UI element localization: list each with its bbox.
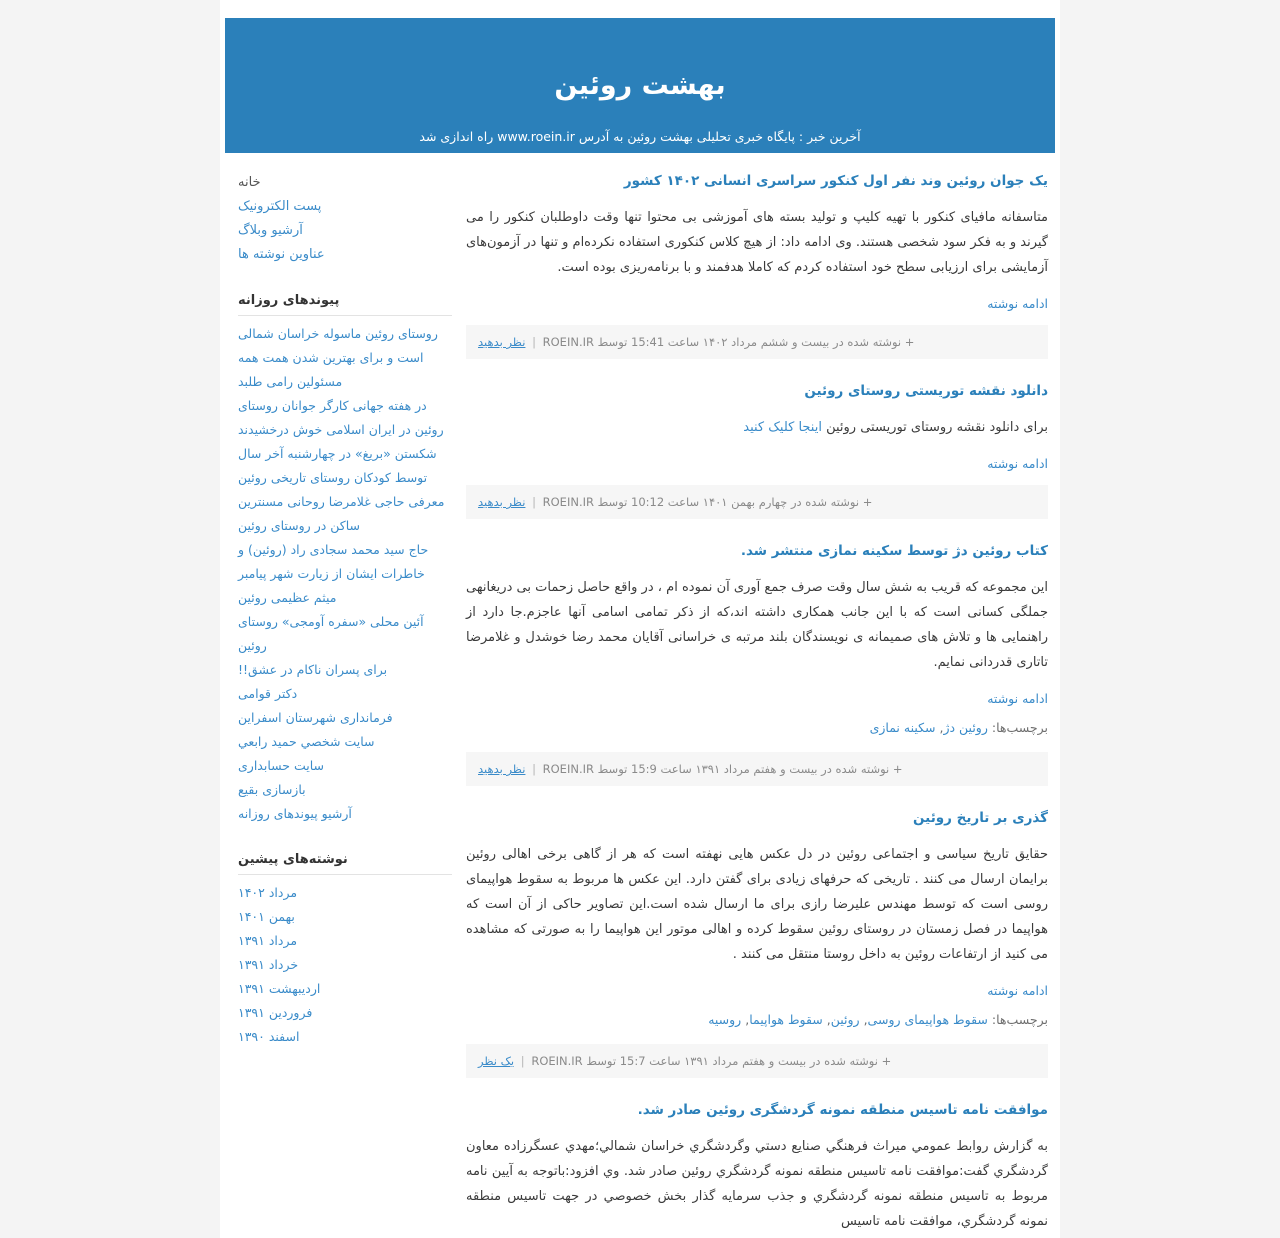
sidebar-nav-item bbox=[238, 243, 452, 267]
daily-link-item-link[interactable]: آئین محلی «سفره آومجی» روستای روئین bbox=[238, 614, 424, 653]
post-entry bbox=[466, 381, 1048, 519]
archive-link-item-link[interactable]: مرداد ۱۳۹۱ bbox=[238, 933, 298, 948]
daily-link-item bbox=[238, 706, 452, 730]
post-title bbox=[466, 1100, 1048, 1120]
daily-link-item-link[interactable]: در هفته جهانی کارگر جوانان روستای روئین در ایران اسلامی خوش درخشیدند bbox=[238, 398, 444, 437]
site-tagline: آخرین خبر : پایگاه خبری تحلیلی بهشت روئین به آدرس www.roein.ir راه اندازی شد bbox=[419, 129, 861, 144]
sidebar-nav-item bbox=[238, 171, 452, 195]
widget-daily-links bbox=[238, 293, 452, 826]
daily-link-item-link[interactable]: آرشیو پیوندهای روزانه bbox=[238, 806, 352, 821]
archive-link-item-link[interactable]: اسفند ۱۳۹۰ bbox=[238, 1029, 300, 1044]
post-read-more-link[interactable]: ادامه نوشته bbox=[987, 456, 1048, 471]
post-body: این مجموعه که قریب به شش سال وقت صرف جمع آوری آن نموده ام ، در واقع حاصل زحمات بی دریغانهی جملگی کسانی است که با این جانب همکاری داشته اند،که از ذکر تمامی اسامی آنها عاجزم.جا دارد از راهنمایی ها و تلاش های صمیمانه ی نویسندگان بلند مرتبه ی خراسانی آقایان محمد رضا خوشدل و غلامرضا تاتاری قدردانی نمایم. bbox=[466, 580, 1048, 670]
post-title bbox=[466, 171, 1048, 191]
post-body: متاسفانه مافیای کنکور با تهیه کلیپ و تولید بسته های آموزشی بی محتوا تنها وقت داوطلبان کنکور را می گیرند و به فکر سود شخصی هستند. وی ادامه داد: از هیچ کلاس کنکوری استفاده نکرده‌ام و تنها در آزمون‌های آزمایشی برای ارزیابی سطح خود استفاده کردم که کاملا هدفمند و با برنامه‌ریزی بوده است. bbox=[466, 210, 1048, 275]
post-tags-label: برچسب‌ها: bbox=[991, 1012, 1048, 1027]
archive-link-item-link[interactable]: بهمن ۱۴۰۱ bbox=[238, 909, 295, 924]
site-title: بهشت روئین bbox=[554, 70, 726, 101]
post-tags bbox=[466, 1010, 1048, 1030]
post-entry bbox=[466, 1100, 1048, 1234]
post-comments-link[interactable]: نظر بدهید bbox=[478, 495, 526, 509]
daily-link-item-link[interactable]: روستای روئین ماسوله خراسان شمالی است و برای بهترین شدن همت همه مسئولین رامی طلبد bbox=[238, 326, 438, 389]
daily-link-item-link[interactable]: سایت حسابداری bbox=[238, 758, 325, 773]
widget-archives bbox=[238, 852, 452, 1049]
post-tag-link[interactable]: سقوط هواپیما bbox=[749, 1012, 823, 1027]
post-tag-link[interactable]: سقوط هواپیمای روسی bbox=[867, 1012, 988, 1027]
page-wrapper bbox=[220, 0, 1060, 1238]
post-meta bbox=[466, 1044, 1048, 1078]
post-comments-link[interactable]: نظر بدهید bbox=[478, 762, 526, 776]
post-comments-link[interactable]: نظر بدهید bbox=[478, 335, 526, 349]
site-header bbox=[225, 18, 1055, 153]
sidebar-nav-link[interactable]: عناوین نوشته ها bbox=[238, 247, 325, 262]
archive-link-item-link[interactable]: فروردین ۱۳۹۱ bbox=[238, 1005, 313, 1020]
post-body: حقایق تاریخ سیاسی و اجتماعی روئین در دل عکس هایی نهفته است که هر از گاهی برخی اهالی روئین برایمان ارسال می کنند . تاریخی که حرفهای زیادی برای گفتن دارد. این عکس ها مربوط به سقوط هواپیمای روسی است که توسط مهندس علیرضا رازی برای ما ارسال شده است.این تصاویر حاکی از آن است که هواپیما در فصل زمستان در روستای روئین سقوط کرده و اهالی موتور این هواپیما را به صورتی که مشاهده می کنید از ارتفاعات روئین به داخل روستا منتقل می کنند . bbox=[466, 847, 1048, 962]
tag-separator: , bbox=[822, 1012, 831, 1027]
post-meta-separator: | bbox=[532, 495, 536, 509]
daily-link-item bbox=[238, 586, 452, 610]
post-tags-list bbox=[708, 1012, 988, 1027]
post-title-link[interactable]: دانلود نقشه توریستی روستای روئین bbox=[804, 383, 1048, 399]
daily-link-item-link[interactable]: بازسازی بقیع bbox=[238, 782, 306, 797]
daily-link-item-link[interactable]: دکتر قوامی bbox=[238, 686, 298, 701]
widget-title-daily-links: پیوندهای روزانه bbox=[238, 293, 340, 308]
archive-link-item bbox=[238, 881, 452, 905]
post-meta-separator: | bbox=[532, 762, 536, 776]
archive-link-item-link[interactable]: خرداد ۱۳۹۱ bbox=[238, 957, 299, 972]
post-tag-link[interactable]: روئین دژ bbox=[943, 720, 988, 735]
post-meta-text: + نوشته شده در بیست و هفتم مرداد ۱۳۹۱ ساعت 15:7 توسط ROEIN.IR bbox=[531, 1054, 892, 1068]
daily-link-item bbox=[238, 778, 452, 802]
daily-link-item bbox=[238, 682, 452, 706]
archive-link-item bbox=[238, 905, 452, 929]
daily-link-item-link[interactable]: شکستن «بریغ» در چهارشنبه آخر سال توسط کودکان روستای تاریخی روئین bbox=[238, 446, 437, 485]
daily-link-item bbox=[238, 754, 452, 778]
download-map-link[interactable]: اینجا کلیک کنید bbox=[743, 420, 822, 435]
post-meta bbox=[466, 752, 1048, 786]
post-read-more-link[interactable]: ادامه نوشته bbox=[987, 983, 1048, 998]
post-comments-link[interactable]: یک نظر bbox=[478, 1054, 515, 1068]
post-meta-text: + نوشته شده در بیست و هفتم مرداد ۱۳۹۱ ساعت 15:9 توسط ROEIN.IR bbox=[542, 762, 903, 776]
daily-link-item-link[interactable]: میثم عظیمی روئین bbox=[238, 590, 337, 605]
daily-link-item bbox=[238, 538, 452, 586]
post-meta bbox=[466, 325, 1048, 359]
post-entry bbox=[466, 171, 1048, 359]
post-tag-link[interactable]: روسیه bbox=[708, 1012, 742, 1027]
post-body: به گزارش روابط عمومي ميراث فرهنگي صنايع دستي وگردشگري خراسان شمالي؛مهدي عسگرزاده معاون گردشگري گفت:موافقت نامه تاسیس منطقه نمونه گردشگري روئین صادر شد. وي افزود:باتوجه به آیین نامه مربوط به تاسیس منطقه نمونه گردشگري و جذب سرمایه گذار بخش خصوصي در جهت تاسیس منطقه نمونه گردشگري، موافقت نامه تاسیس bbox=[466, 1139, 1048, 1229]
post-meta bbox=[466, 485, 1048, 519]
daily-link-item bbox=[238, 730, 452, 754]
daily-link-item bbox=[238, 658, 452, 682]
daily-link-item-link[interactable]: معرفی حاجی غلامرضا روحانی مسنترین ساکن در روستای روئین bbox=[238, 494, 445, 533]
sidebar bbox=[234, 171, 466, 1049]
post-title-link[interactable]: کتاب روئین دژ توسط سکینه نمازی منتشر شد. bbox=[740, 543, 1048, 559]
post-meta-separator: | bbox=[532, 335, 536, 349]
sidebar-nav-link[interactable]: آرشیو وبلاگ bbox=[238, 223, 303, 238]
daily-link-item-link[interactable]: حاج سید محمد سجادی راد (روئین) و خاطرات ایشان از زیارت شهر پیامبر bbox=[238, 542, 429, 581]
daily-link-item bbox=[238, 322, 452, 394]
post-title bbox=[466, 541, 1048, 561]
daily-link-item-link[interactable]: سایت شخصي حمید رابعي bbox=[238, 734, 375, 749]
widget-divider bbox=[238, 315, 452, 316]
tag-separator: , bbox=[859, 1012, 868, 1027]
daily-link-item-link[interactable]: برای پسران ناکام در عشق!! bbox=[238, 662, 388, 677]
post-body bbox=[466, 415, 1048, 440]
sidebar-nav-item bbox=[238, 219, 452, 243]
sidebar-nav-link[interactable]: خانه bbox=[238, 175, 261, 190]
post-meta-separator: | bbox=[520, 1054, 525, 1068]
daily-link-item bbox=[238, 442, 452, 490]
daily-links-list bbox=[238, 322, 452, 826]
post-title-link[interactable]: گذری بر تاریخ روئین bbox=[913, 810, 1048, 826]
archive-link-item bbox=[238, 929, 452, 953]
daily-link-item bbox=[238, 394, 452, 442]
post-read-more-link[interactable]: ادامه نوشته bbox=[987, 296, 1048, 311]
post-tags-list bbox=[870, 720, 988, 735]
post-title bbox=[466, 808, 1048, 828]
archive-link-item bbox=[238, 953, 452, 977]
post-read-more-link[interactable]: ادامه نوشته bbox=[987, 691, 1048, 706]
daily-link-item-link[interactable]: فرمانداری شهرستان اسفراین bbox=[238, 710, 393, 725]
daily-link-item bbox=[238, 802, 452, 826]
daily-link-item bbox=[238, 610, 452, 658]
sidebar-nav-link[interactable]: پست الکترونیک bbox=[238, 199, 322, 214]
post-entry bbox=[466, 541, 1048, 786]
post-body-text: برای دانلود نقشه روستای توریستی روئین bbox=[821, 420, 1048, 435]
post-tags-label: برچسب‌ها: bbox=[991, 720, 1048, 735]
post-title bbox=[466, 381, 1048, 401]
post-meta-text: + نوشته شده در چهارم بهمن ۱۴۰۱ ساعت 10:12 توسط ROEIN.IR bbox=[542, 495, 873, 509]
post-meta-text: + نوشته شده در بیست و ششم مرداد ۱۴۰۲ ساعت 15:41 توسط ROEIN.IR bbox=[542, 335, 915, 349]
archive-link-item-link[interactable]: اردیبهشت ۱۳۹۱ bbox=[238, 981, 321, 996]
archive-link-item bbox=[238, 977, 452, 1001]
sidebar-nav-item bbox=[238, 195, 452, 219]
post-title-link[interactable]: موافقت نامه تاسیس منطقه نمونه گردشگری روئین صادر شد. bbox=[637, 1102, 1048, 1118]
main-content bbox=[466, 171, 1056, 1238]
widget-title-archives: نوشته‌های پیشین bbox=[238, 852, 348, 867]
widget-divider bbox=[238, 874, 452, 875]
post-tag-link[interactable]: سکینه نمازی bbox=[869, 720, 936, 735]
post-title-link[interactable]: یک جوان روئین وند نفر اول کنکور سراسری انسانی ۱۴۰۲ کشور bbox=[623, 173, 1048, 189]
tag-separator: , bbox=[741, 1012, 750, 1027]
archive-link-item bbox=[238, 1001, 452, 1025]
sidebar-nav bbox=[238, 171, 452, 267]
post-entry bbox=[466, 808, 1048, 1078]
post-tag-link[interactable]: روئین bbox=[830, 1012, 860, 1027]
daily-link-item bbox=[238, 490, 452, 538]
tag-separator: , bbox=[935, 720, 944, 735]
archive-link-item-link[interactable]: مرداد ۱۴۰۲ bbox=[238, 885, 298, 900]
archive-link-item bbox=[238, 1025, 452, 1049]
content-row bbox=[224, 153, 1056, 1238]
post-tags bbox=[466, 718, 1048, 738]
